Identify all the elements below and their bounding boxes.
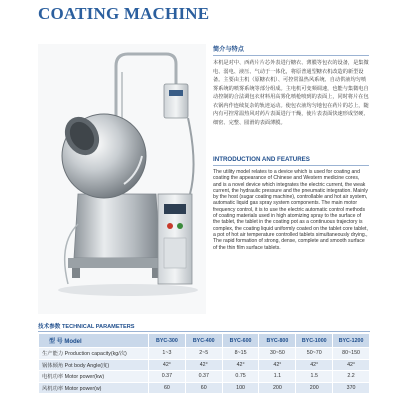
intro-cn-text: 本机是对中、西药片片芯外表进行糖衣、薄膜等包衣的设备，是集微电、弱电、液压、气动于一体化，将原普通型糖衣机改造的新型设备。主要由主机（原糖衣机）、可控常温热风系统、自动供液均匀喷雾系统的喷雾系统等部分组成。主电机可变频调速，也能与集微电自动控制的合法调包衣材料用高雾化喷枪喷到的表面上，同时将片在包衣锅内作连续复杂的轨迹运动。使包衣液均匀地包在药片的芯上，随内有可控常温热风对药片表面进行干燥，使片表表面快速形成坚硬、细密、完整、圆滑的表面薄膜。 [213, 60, 369, 126]
tech-params-table [38, 333, 370, 394]
model-col: BYC-1000 [296, 334, 333, 348]
table-cell: 2~5 [185, 348, 222, 360]
table-cell: 42° [222, 359, 259, 371]
table-cell: 42° [149, 359, 186, 371]
table-cell: 0.37 [185, 371, 222, 383]
table-cell: 200 [259, 382, 296, 394]
table-cell: 0.37 [149, 371, 186, 383]
intro-cn-section [213, 44, 369, 127]
table-cell: 42° [185, 359, 222, 371]
model-col: BYC-1200 [333, 334, 370, 348]
table-cell: 42° [296, 359, 333, 371]
page-title: COATING MACHINE [38, 4, 210, 23]
table-row [39, 359, 370, 371]
table-cell: 8~15 [222, 348, 259, 360]
tech-heading-cn: 技术参数 [38, 324, 61, 330]
table-cell: 1~3 [149, 348, 186, 360]
model-label: 型 号 Model [39, 334, 149, 348]
table-cell: 0.75 [222, 371, 259, 383]
table-cell: 42° [333, 359, 370, 371]
table-cell: 30~50 [259, 348, 296, 360]
tech-params-heading [38, 322, 370, 332]
model-col: BYC-400 [185, 334, 222, 348]
row-label: 生产能力 Production capacity(kg/次) [39, 348, 149, 360]
intro-en-heading: INTRODUCTION AND FEATURES [213, 156, 369, 166]
table-cell: 60 [185, 382, 222, 394]
table-cell: 200 [296, 382, 333, 394]
row-label: 电机功率 Motor power(kw) [39, 371, 149, 383]
tech-heading-en: TECHNICAL PARAMETERS [61, 324, 135, 330]
table-cell: 1.1 [259, 371, 296, 383]
table-cell: 100 [222, 382, 259, 394]
table-cell: 50~70 [296, 348, 333, 360]
table-cell: 2.2 [333, 371, 370, 383]
machine-photo [38, 44, 206, 314]
table-cell: 42° [259, 359, 296, 371]
table-row [39, 371, 370, 383]
model-col: BYC-600 [222, 334, 259, 348]
row-label: 锅体倾角 Pot body Angle(度) [39, 359, 149, 371]
table-row [39, 348, 370, 360]
intro-cn-heading: 简介与特点 [213, 44, 369, 56]
model-col: BYC-300 [149, 334, 186, 348]
table-header-row [39, 334, 370, 348]
intro-en-section [213, 156, 369, 251]
coating-machine-illustration [38, 44, 206, 314]
model-col: BYC-800 [259, 334, 296, 348]
table-cell: 80~150 [333, 348, 370, 360]
intro-en-text: The utility model relates to a device which is used for coating and coating the appearance of Chinese and Western medicine cores, and is a novel device which integrates the electric current, the weak current, the hydraulic pressure and the pneumatic integration. Mainly by the host (sugar coating machine), controllable and hot air system, automatic liquid gas spray system components. The main motor frequency control, it is to use the electric automatic control methods of coating materials used in high atomizing spray to the surface of the tablet, the tablet in the coating pot as a continuous trajectory is complex, the coating liquid uniformly coated on the tablet core tablet, a pot of hot air temperature controlled tablets simultaneously drying., The rapid formation of strong, dense, complete and smooth surface of the thin film surface tablets. [213, 169, 368, 251]
table-cell: 60 [149, 382, 186, 394]
table-cell: 370 [333, 382, 370, 394]
table-row [39, 382, 370, 394]
row-label: 风机功率 Motor power(w) [39, 382, 149, 394]
table-cell: 1.5 [296, 371, 333, 383]
